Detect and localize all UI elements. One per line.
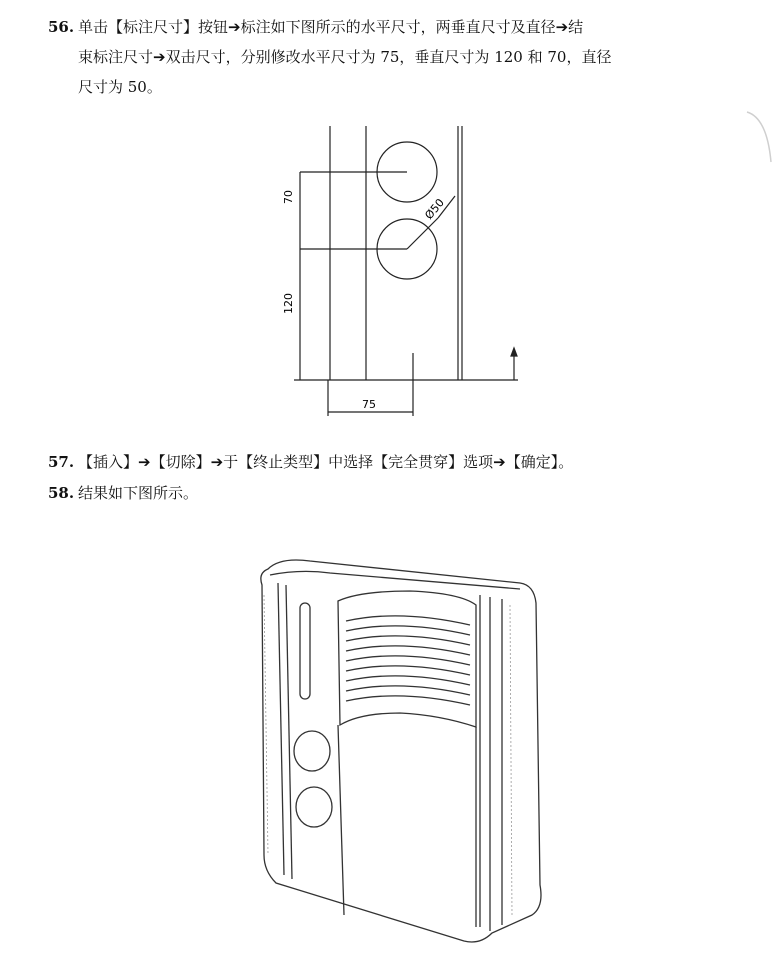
- step-56-line-1: [48, 12, 768, 42]
- dimension-120-label: 120: [282, 293, 295, 314]
- hidden-edge: [510, 605, 512, 915]
- left-rail-inner: [286, 585, 292, 879]
- dimension-diameter-label: Ø50: [422, 196, 447, 222]
- step-57-paragraph: [48, 447, 768, 477]
- step-56-text-line-2: 束标注尺寸➔双击尺寸，分别修改水平尺寸为 75，垂直尺寸为 120 和 70，直径: [78, 48, 612, 66]
- page-edge-mark: [745, 108, 775, 168]
- step-number: 57.: [48, 453, 75, 471]
- grille-slat: [346, 686, 470, 695]
- grille-slat: [346, 626, 470, 635]
- vertical-slot: [300, 603, 310, 699]
- sketch-dimension-drawing: [270, 118, 530, 428]
- step-57-text: 【插入】➔【切除】➔于【终止类型】中选择【完全贯穿】选项➔【确定】。: [78, 453, 574, 471]
- grille-slat: [346, 646, 470, 655]
- step-56-paragraph: [48, 12, 768, 102]
- dimension-75-label: 75: [362, 398, 376, 411]
- grille-slat: [346, 636, 470, 645]
- front-panel-left-edge: [338, 725, 344, 915]
- dimension-70-label: 70: [282, 190, 295, 204]
- step-number: 58.: [48, 484, 75, 502]
- origin-arrow: [511, 348, 517, 356]
- grille-slat: [346, 666, 470, 675]
- step-56-text-line-1: 单击【标注尺寸】按钮➔标注如下图所示的水平尺寸，两垂直尺寸及直径➔结: [78, 18, 584, 36]
- model-outer-body: [261, 560, 541, 942]
- grille-slat: [346, 676, 470, 685]
- step-58-paragraph: [48, 478, 768, 508]
- grille-slat: [346, 656, 470, 665]
- result-3d-model-illustration: [240, 555, 550, 945]
- model-top-edge: [270, 571, 520, 589]
- step-56-text-line-3: 尺寸为 50。: [78, 78, 162, 96]
- grille-slat: [346, 616, 470, 625]
- grille-slat: [346, 696, 470, 705]
- hidden-edge: [264, 595, 268, 855]
- step-58-text: 结果如下图所示。: [78, 484, 199, 502]
- upper-circle-cutout: [294, 731, 330, 771]
- step-number: 56.: [48, 18, 75, 36]
- lower-circle-cutout: [296, 787, 332, 827]
- left-rail-outer: [278, 583, 284, 875]
